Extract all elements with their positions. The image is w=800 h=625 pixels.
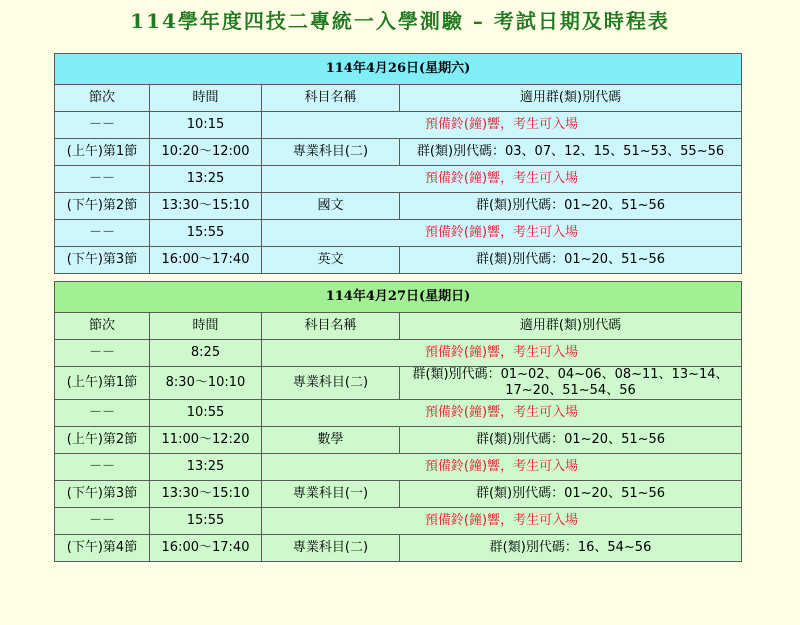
table-row — [55, 220, 742, 247]
time-cell: 10:55 — [150, 400, 262, 427]
period-cell: －－ — [55, 166, 150, 193]
period-cell: －－ — [55, 400, 150, 427]
col-header-groups: 適用群(類)別代碼 — [400, 85, 742, 112]
col-header-time: 時間 — [150, 313, 262, 340]
date-row — [55, 54, 742, 85]
period-cell: －－ — [55, 220, 150, 247]
time-cell: 13:25 — [150, 454, 262, 481]
page-title: 114學年度四技二專統一入學測驗 – 考試日期及時程表 — [130, 9, 670, 33]
table-row — [55, 139, 742, 166]
period-cell: (上午)第2節 — [55, 427, 150, 454]
groups-cell: 群(類)別代碼：01~20、51~56 — [400, 481, 742, 508]
table-row — [55, 367, 742, 400]
period-cell: －－ — [55, 454, 150, 481]
groups-cell: 群(類)別代碼：01~20、51~56 — [400, 427, 742, 454]
col-header-time: 時間 — [150, 85, 262, 112]
time-cell: 15:55 — [150, 508, 262, 535]
table-row — [55, 247, 742, 274]
table-row — [55, 535, 742, 562]
period-cell: (下午)第4節 — [55, 535, 150, 562]
notice-cell: 預備鈴(鐘)響，考生可入場 — [262, 454, 742, 481]
exam-date: 114年4月26日(星期六) — [55, 54, 742, 85]
groups-cell: 群(類)別代碼：01~02、04~06、08~11、13~14、17~20、51~54、56 — [400, 367, 742, 400]
notice-cell: 預備鈴(鐘)響，考生可入場 — [262, 340, 742, 367]
period-cell: －－ — [55, 340, 150, 367]
col-header-period: 節次 — [55, 85, 150, 112]
col-header-period: 節次 — [55, 313, 150, 340]
table-row — [55, 193, 742, 220]
time-cell: 13:30～15:10 — [150, 193, 262, 220]
table-row — [55, 454, 742, 481]
time-cell: 11:00～12:20 — [150, 427, 262, 454]
notice-cell: 預備鈴(鐘)響，考生可入場 — [262, 400, 742, 427]
notice-cell: 預備鈴(鐘)響，考生可入場 — [262, 166, 742, 193]
schedule-table-day1 — [54, 53, 742, 274]
period-cell: (上午)第1節 — [55, 367, 150, 400]
exam-date: 114年4月27日(星期日) — [55, 282, 742, 313]
time-cell: 8:25 — [150, 340, 262, 367]
time-cell: 16:00～17:40 — [150, 247, 262, 274]
table-row — [55, 508, 742, 535]
table-row — [55, 166, 742, 193]
col-header-subject: 科目名稱 — [262, 313, 400, 340]
subject-cell: 數學 — [262, 427, 400, 454]
table-row — [55, 481, 742, 508]
period-cell: －－ — [55, 112, 150, 139]
period-cell: (上午)第1節 — [55, 139, 150, 166]
time-cell: 10:20～12:00 — [150, 139, 262, 166]
table-row — [55, 340, 742, 367]
time-cell: 13:25 — [150, 166, 262, 193]
groups-cell: 群(類)別代碼：16、54~56 — [400, 535, 742, 562]
period-cell: (下午)第2節 — [55, 193, 150, 220]
header-row — [55, 313, 742, 340]
table-row — [55, 427, 742, 454]
header-row — [55, 85, 742, 112]
groups-cell: 群(類)別代碼：03、07、12、15、51~53、55~56 — [400, 139, 742, 166]
subject-cell: 專業科目(一) — [262, 481, 400, 508]
subject-cell: 專業科目(二) — [262, 367, 400, 400]
table-row — [55, 112, 742, 139]
time-cell: 8:30～10:10 — [150, 367, 262, 400]
time-cell: 10:15 — [150, 112, 262, 139]
subject-cell: 英文 — [262, 247, 400, 274]
col-header-subject: 科目名稱 — [262, 85, 400, 112]
notice-cell: 預備鈴(鐘)響，考生可入場 — [262, 112, 742, 139]
table-row — [55, 400, 742, 427]
groups-cell: 群(類)別代碼：01~20、51~56 — [400, 247, 742, 274]
col-header-groups: 適用群(類)別代碼 — [400, 313, 742, 340]
groups-cell: 群(類)別代碼：01~20、51~56 — [400, 193, 742, 220]
subject-cell: 專業科目(二) — [262, 139, 400, 166]
date-row — [55, 282, 742, 313]
notice-cell: 預備鈴(鐘)響，考生可入場 — [262, 220, 742, 247]
time-cell: 15:55 — [150, 220, 262, 247]
notice-cell: 預備鈴(鐘)響，考生可入場 — [262, 508, 742, 535]
time-cell: 13:30～15:10 — [150, 481, 262, 508]
subject-cell: 國文 — [262, 193, 400, 220]
period-cell: －－ — [55, 508, 150, 535]
time-cell: 16:00～17:40 — [150, 535, 262, 562]
period-cell: (下午)第3節 — [55, 481, 150, 508]
period-cell: (下午)第3節 — [55, 247, 150, 274]
schedule-table-day2 — [54, 281, 742, 562]
subject-cell: 專業科目(二) — [262, 535, 400, 562]
